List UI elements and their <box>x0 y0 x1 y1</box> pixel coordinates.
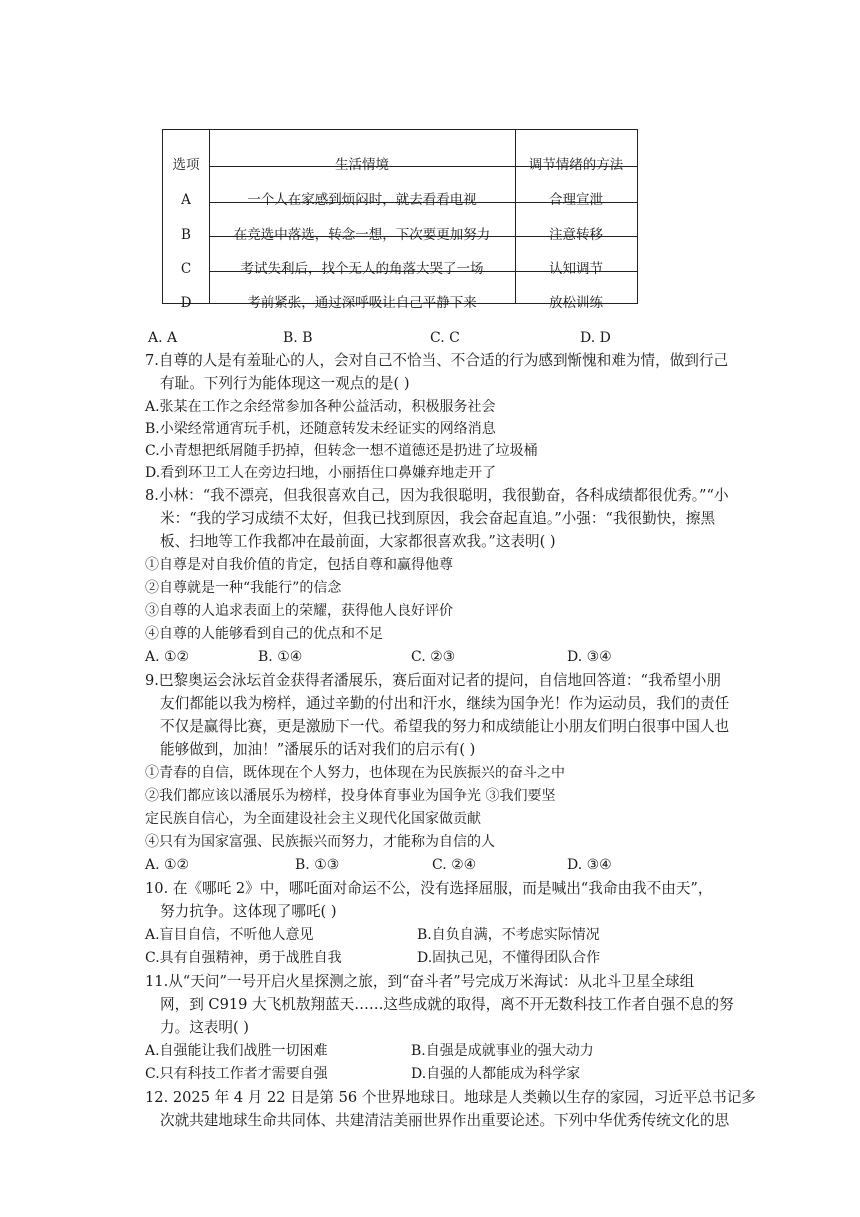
q8-item: ④自尊的人能够看到自己的优点和不足 <box>145 626 383 642</box>
table-rule <box>209 271 637 272</box>
q7-stem-line: 有耻。下列行为能体现这一观点的是( ) <box>160 375 410 392</box>
q11-option-b[interactable]: B.自强是成就事业的强大动力 <box>411 1043 594 1059</box>
q11-stem-line: 力。这表明( ) <box>160 1019 249 1036</box>
q9-stem-line: 9.巴黎奥运会泳坛首金获得者潘展乐，赛后面对记者的提问，自信地回答道：“我希望小朋 <box>145 672 721 689</box>
table-row-b-method: 注意转移 <box>549 227 603 243</box>
q6-option-a[interactable]: A. A <box>148 330 178 346</box>
q10-option-d[interactable]: D.固执己见，不懂得团队合作 <box>417 950 601 966</box>
q8-option-c[interactable]: C. ②③ <box>411 649 456 665</box>
table-header-option: 选项 <box>172 157 200 173</box>
q7-stem-line: 7.自尊的人是有羞耻心的人，会对自己不恰当、不合适的行为感到惭愧和难为情，做到行己 <box>145 352 729 369</box>
q8-item: ①自尊是对自我价值的肯定，包括自尊和赢得他尊 <box>145 557 453 573</box>
q6-option-c[interactable]: C. C <box>430 330 460 346</box>
q12-stem-line: 12. 2025 年 4 月 22 日是第 56 个世界地球日。地球是人类赖以生存的家园，习近平总书记多 <box>145 1089 756 1106</box>
q12-stem-line: 次就共建地球生命共同体、共建清洁美丽世界作出重要论述。下列中华优秀传统文化的思 <box>160 1112 730 1129</box>
q10-stem-line: 努力抗争。这体现了哪吒( ) <box>160 903 337 920</box>
q7-option-a[interactable]: A.张某在工作之余经常参加各种公益活动，积极服务社会 <box>145 399 496 415</box>
q11-option-a[interactable]: A.自强能让我们战胜一切困难 <box>145 1043 328 1059</box>
q9-option-b[interactable]: B. ①③ <box>295 857 340 873</box>
table-row-c-method: 认知调节 <box>549 261 603 277</box>
q10-option-a[interactable]: A.盲目自信，不听他人意见 <box>145 927 314 943</box>
table-row-b-scene: 在竞选中落选，转念一想，下次要更加努力 <box>233 227 491 243</box>
q11-stem-line: 网，到 C919 大飞机敖翔蓝天……这些成就的取得，离不开无数科技工作者自强不息的努 <box>160 996 734 1013</box>
q11-option-c[interactable]: C.只有科技工作者才需要自强 <box>145 1066 328 1082</box>
q9-stem-line: 不仅是赢得比赛，更是激励下一代。希望我的努力和成绩能让小朋友们明白很事中国人也 <box>160 718 730 735</box>
table-row-a-method: 合理宣泄 <box>549 192 603 208</box>
q7-option-d[interactable]: D.看到环卫工人在旁边扫地，小丽捂住口鼻嫌弃地走开了 <box>145 465 497 481</box>
q9-item: 定民族自信心，为全面建设社会主义现代化国家做贡献 <box>145 811 481 827</box>
q9-option-a[interactable]: A. ①② <box>145 857 190 873</box>
q9-item: ④只有为国家富强、民族振兴而努力，才能称为自信的人 <box>145 834 495 850</box>
q8-option-b[interactable]: B. ①④ <box>258 649 303 665</box>
table-divider <box>209 130 210 303</box>
q9-item: ①青春的自信，既体现在个人努力，也体现在为民族振兴的奋斗之中 <box>145 765 565 781</box>
q9-stem-line: 能够做到，加油！”潘展乐的话对我们的启示有( ) <box>160 741 476 758</box>
table-divider <box>515 130 516 303</box>
table-row-a-scene: 一个人在家感到烦闷时，就去看看电视 <box>247 192 477 208</box>
table-row-c-option: C <box>180 261 192 277</box>
table-rule <box>209 236 637 237</box>
table-row-d-scene: 考前紧张，通过深呼吸让自己平静下来 <box>247 295 477 311</box>
q7-option-c[interactable]: C.小青想把纸屑随手扔掉，但转念一想不道德还是扔进了垃圾桶 <box>145 443 538 459</box>
table-row-d-option: D <box>180 295 192 311</box>
q6-option-d[interactable]: D. D <box>580 330 611 346</box>
q6-option-b[interactable]: B. B <box>283 330 313 346</box>
q9-option-c[interactable]: C. ②④ <box>432 857 477 873</box>
q8-option-d[interactable]: D. ③④ <box>567 649 612 665</box>
q10-stem-line: 10. 在《哪吒 2》中，哪吒面对命运不公，没有选择屈服，而是喊出“我命由我不由天”， <box>145 880 713 897</box>
q10-option-b[interactable]: B.自负自满，不考虑实际情况 <box>417 927 600 943</box>
q8-stem-line: 8.小林：“我不漂亮，但我很喜欢自己，因为我很聪明，我很勤奋，各科成绩都很优秀。”“小 <box>145 487 729 504</box>
q10-option-c[interactable]: C.具有自强精神，勇于战胜自我 <box>145 950 342 966</box>
emotion-regulation-table <box>162 129 638 311</box>
q11-option-d[interactable]: D.自强的人都能成为科学家 <box>411 1066 581 1082</box>
table-row-c-scene: 考试失利后，找个无人的角落大哭了一场 <box>240 261 484 277</box>
q11-stem-line: 11.从“天问”一号开启火星探测之旅，到“奋斗者”号完成万米海试：从北斗卫星全球组 <box>145 973 695 990</box>
table-rule <box>209 202 637 203</box>
q9-option-d[interactable]: D. ③④ <box>567 857 612 873</box>
table-rule <box>209 166 637 167</box>
q7-option-b[interactable]: B.小梁经常通宵玩手机，还随意转发未经证实的网络消息 <box>145 421 496 437</box>
q8-item: ③自尊的人追求表面上的荣耀，获得他人良好评价 <box>145 603 453 619</box>
q8-stem-line: 板、扫地等工作我都冲在最前面，大家都很喜欢我。”这表明( ) <box>160 533 556 550</box>
table-row-b-option: B <box>181 227 191 243</box>
table-header-method: 调节情绪的方法 <box>528 157 624 173</box>
q8-option-a[interactable]: A. ①② <box>145 649 190 665</box>
q8-item: ②自尊就是一种“我能行”的信念 <box>145 580 342 596</box>
table-row-a-option: A <box>181 192 191 208</box>
q9-item: ②我们都应该以潘展乐为榜样，投身体育事业为国争光 ③我们要坚 <box>145 788 556 804</box>
q8-stem-line: 米：“我的学习成绩不太好，但我已找到原因，我会奋起直追。”小强：“我很勤快，擦黑 <box>160 510 716 527</box>
table-row-d-method: 放松训练 <box>549 295 603 311</box>
table-header-scene: 生活情境 <box>335 157 389 173</box>
q9-stem-line: 友们都能以我为榜样，通过辛勤的付出和汗水，继续为国争光！作为运动员，我们的责任 <box>160 695 730 712</box>
